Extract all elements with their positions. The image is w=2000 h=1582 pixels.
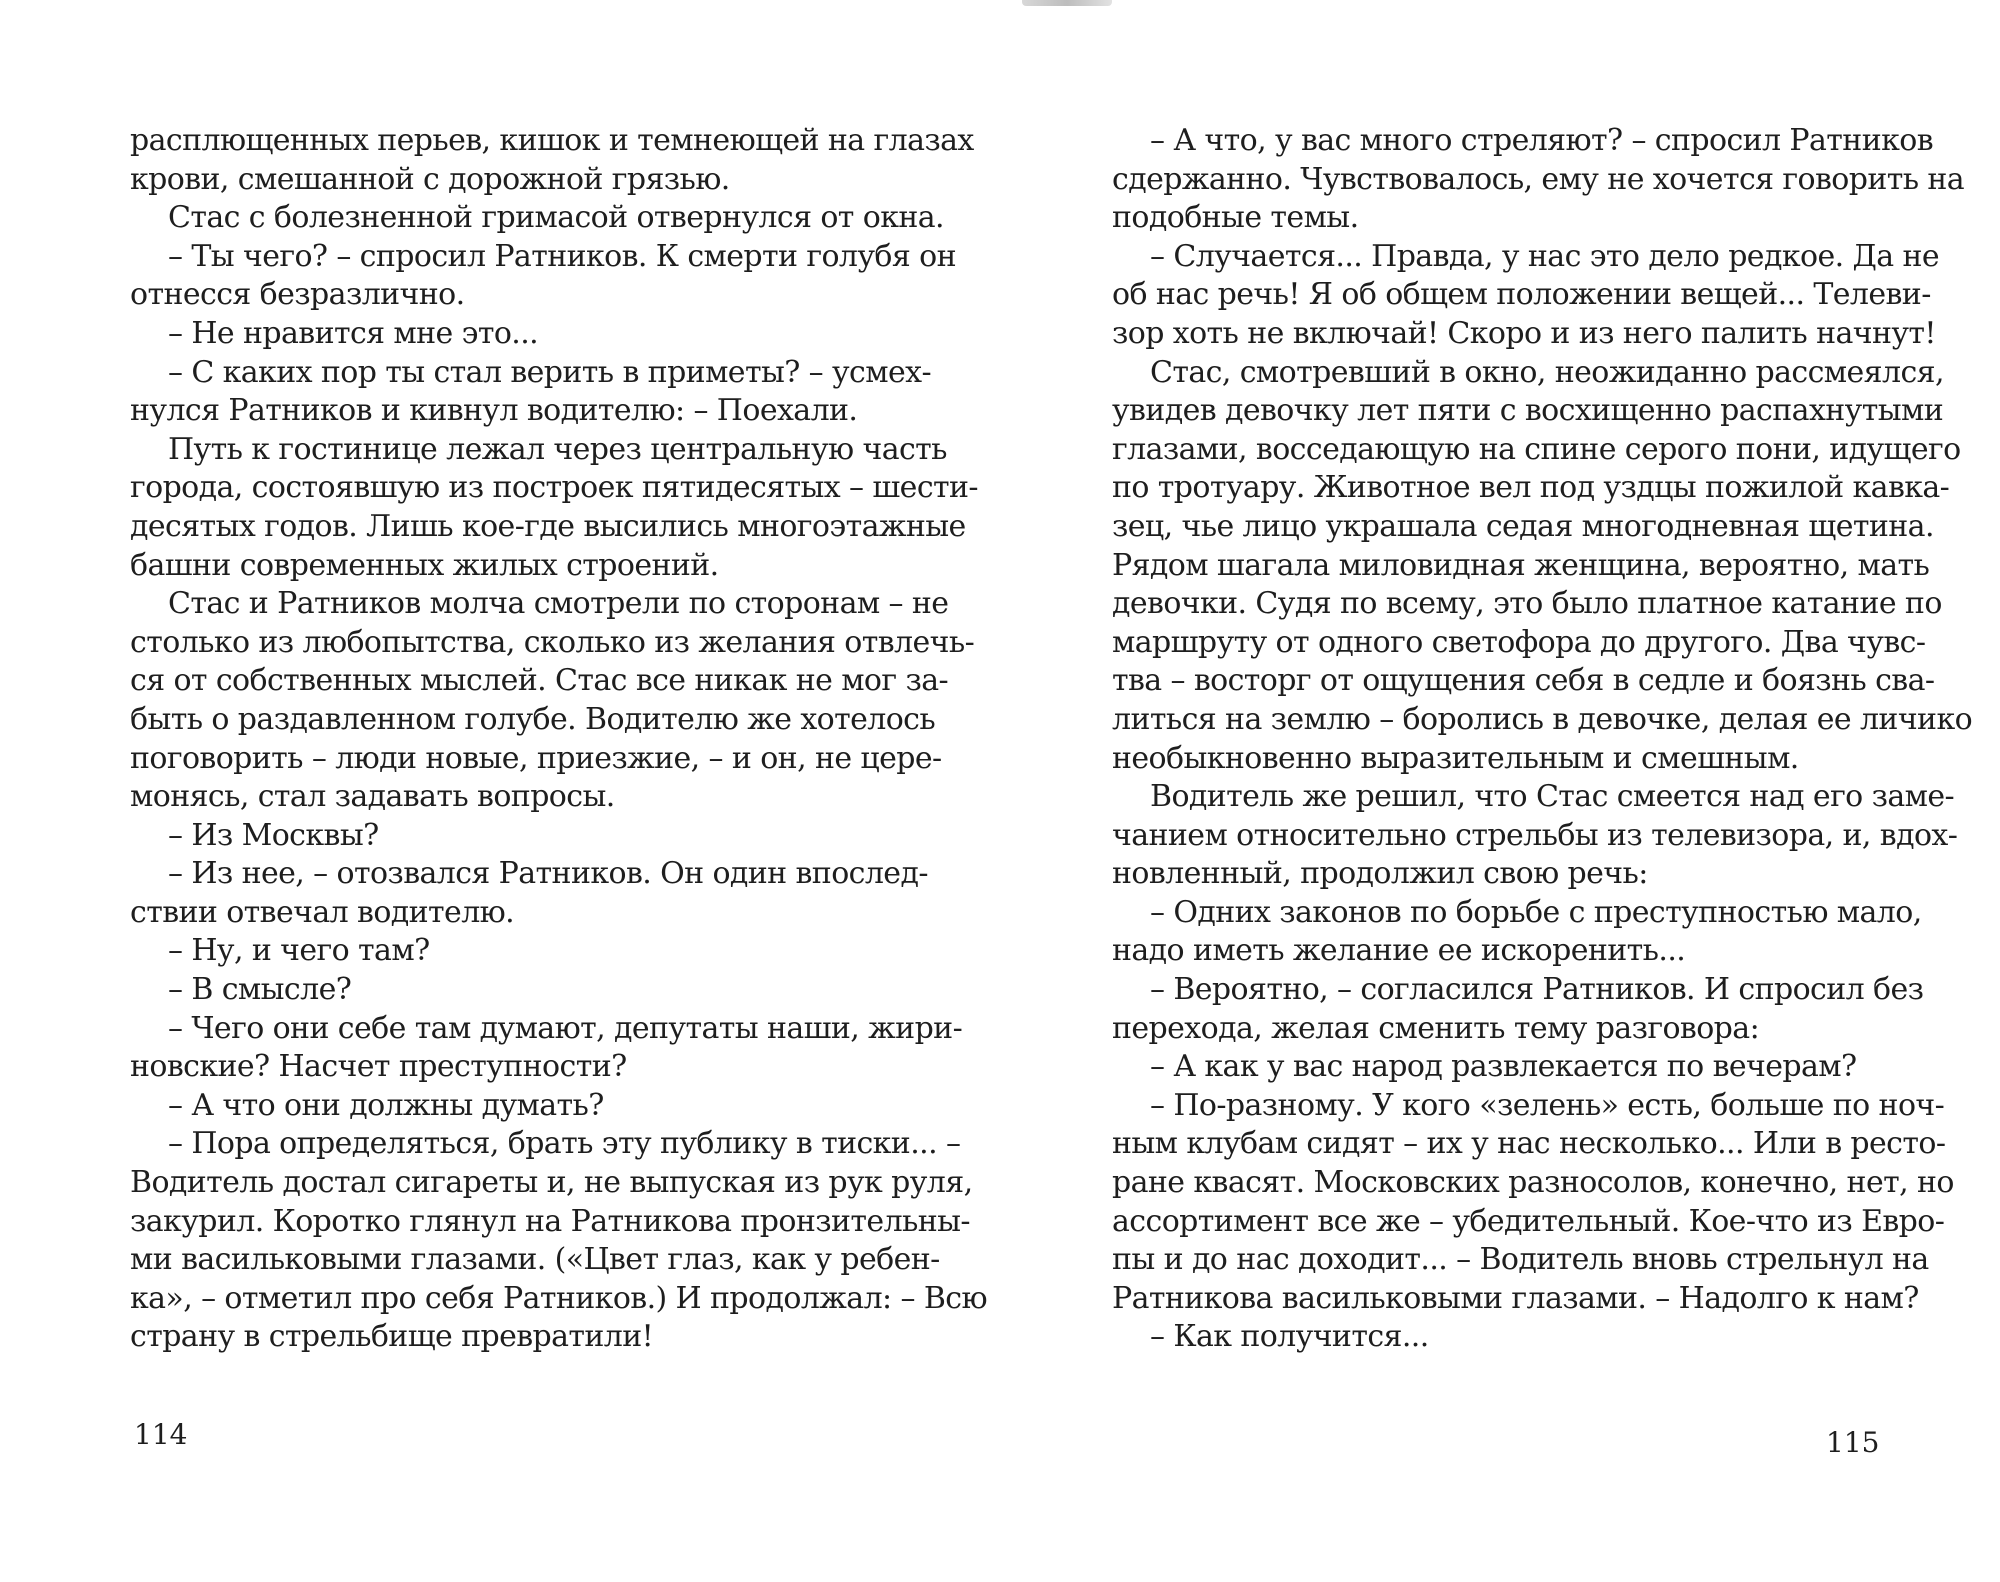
text-line: сдержанно. Чувствовалось, ему не хочется говорить на [1112,161,1965,197]
text-line: надо иметь желание ее искоренить... [1112,933,1686,969]
left-page-number: 114 [134,1418,188,1451]
text-line: – Вероятно, – согласился Ратников. И спросил без [1150,972,1924,1008]
text-line: быть о раздавленном голубе. Водителю же хотелось [130,701,936,737]
text-line: глазами, восседающую на спине серого пони, идущего [1112,431,1961,467]
text-line: ране квасят. Московских разносолов, конечно, нет, но [1112,1165,1954,1201]
text-line: столько из любопытства, сколько из желания отвлечь- [130,624,975,660]
text-line: тва – восторг от ощущения себя в седле и боязнь сва- [1112,663,1935,699]
text-line: – Одних законов по борьбе с преступностью мало, [1150,894,1922,930]
right-page-number: 115 [1826,1426,1880,1459]
text-line: – По-разному. У кого «зелень» есть, больше по ноч- [1150,1087,1945,1123]
text-line: города, состоявшую из построек пятидесятых – шести- [130,470,978,506]
text-line: Рядом шагала миловидная женщина, вероятно, мать [1112,547,1930,583]
text-line: Стас с болезненной гримасой отвернулся от окна. [168,200,944,236]
text-line: – Ну, и чего там? [168,933,430,969]
text-line: – А что, у вас много стреляют? – спросил Ратников [1150,123,1933,158]
text-line: – Как получится... [1150,1319,1429,1355]
text-line: страну в стрельбище превратили! [130,1319,654,1355]
text-line: закурил. Коротко глянул на Ратникова пронзительны- [130,1203,970,1239]
left-page-text [130,122,987,1357]
text-line: – С каких пор ты стал верить в приметы? – усмех- [168,354,931,390]
text-line: нулся Ратников и кивнул водителю: – Поехали. [130,393,858,429]
text-line: отнесся безразлично. [130,277,465,313]
text-line: необыкновенно выразительным и смешным. [1112,740,1799,776]
text-line: по тротуару. Животное вел под уздцы пожилой кавка- [1112,470,1950,506]
text-line: – Пора определяться, брать эту публику в тиски... – [168,1126,961,1162]
text-line: – Случается... Правда, у нас это дело редкое. Да не [1150,238,1940,274]
text-line: зец, чье лицо украшала седая многодневная щетина. [1112,508,1934,544]
text-line: подобные темы. [1112,200,1359,236]
text-line: ассортимент все же – убедительный. Кое-что из Евро- [1112,1203,1945,1239]
text-line: новленный, продолжил свою речь: [1112,856,1648,892]
text-line: перехода, желая сменить тему разговора: [1112,1010,1760,1046]
text-line: – Ты чего? – спросил Ратников. К смерти голубя он [168,238,957,274]
text-line: – А что они должны думать? [168,1087,604,1123]
text-line: новские? Насчет преступности? [130,1049,627,1085]
text-line: ка», – отметил про себя Ратников.) И продолжал: – Всю [130,1280,987,1316]
text-line: крови, смешанной с дорожной грязью. [130,161,730,197]
text-line: – Чего они себе там думают, депутаты наши, жири- [168,1010,963,1046]
binding-mark [1022,0,1112,6]
text-line: поговорить – люди новые, приезжие, – и он, не цере- [130,740,942,776]
text-line: об нас речь! Я об общем положении вещей... Телеви- [1112,277,1931,313]
text-line: маршруту от одного светофора до другого. Два чувс- [1112,624,1926,660]
text-line: Путь к гостинице лежал через центральную часть [168,431,947,467]
text-line: ми васильковыми глазами. («Цвет глаз, как у ребен- [130,1242,940,1278]
text-line: Стас и Ратников молча смотрели по сторонам – не [168,586,949,622]
text-line: зор хоть не включай! Скоро и из него палить начнут! [1112,315,1936,351]
text-line: – Из нее, – отозвался Ратников. Он один впослед- [168,856,928,892]
text-line: – Не нравится мне это... [168,315,539,351]
text-line: литься на землю – боролись в девочке, делая ее личико [1112,701,1973,737]
text-line: Водитель достал сигареты и, не выпуская из рук руля, [130,1165,973,1201]
text-line: увидев девочку лет пяти с восхищенно распахнутыми [1112,393,1944,429]
text-line: ствии отвечал водителю. [130,894,515,930]
text-line: ным клубам сидят – их у нас несколько... Или в ресто- [1112,1126,1946,1162]
text-line: – А как у вас народ развлекается по вечерам? [1150,1049,1857,1085]
text-line: Водитель же решил, что Стас смеется над его заме- [1150,779,1955,815]
text-line: – Из Москвы? [168,817,379,853]
text-line: – В смысле? [168,972,352,1008]
text-line: чанием относительно стрельбы из телевизора, и, вдох- [1112,817,1958,853]
text-line: монясь, стал задавать вопросы. [130,779,615,815]
text-line: Стас, смотревший в окно, неожиданно рассмеялся, [1150,354,1944,390]
text-line: пы и до нас доходит... – Водитель вновь стрельнул на [1112,1242,1929,1278]
text-line: девочки. Судя по всему, это было платное катание по [1112,586,1942,622]
text-line: башни современных жилых строений. [130,547,719,583]
text-line: ся от собственных мыслей. Стас все никак не мог за- [130,663,949,699]
text-line: Ратникова васильковыми глазами. – Надолго к нам? [1112,1280,1919,1316]
text-line: расплющенных перьев, кишок и темнеющей на глазах [130,123,974,158]
text-line: десятых годов. Лишь кое-где высились многоэтажные [130,508,966,544]
right-page-text [1112,122,1973,1357]
